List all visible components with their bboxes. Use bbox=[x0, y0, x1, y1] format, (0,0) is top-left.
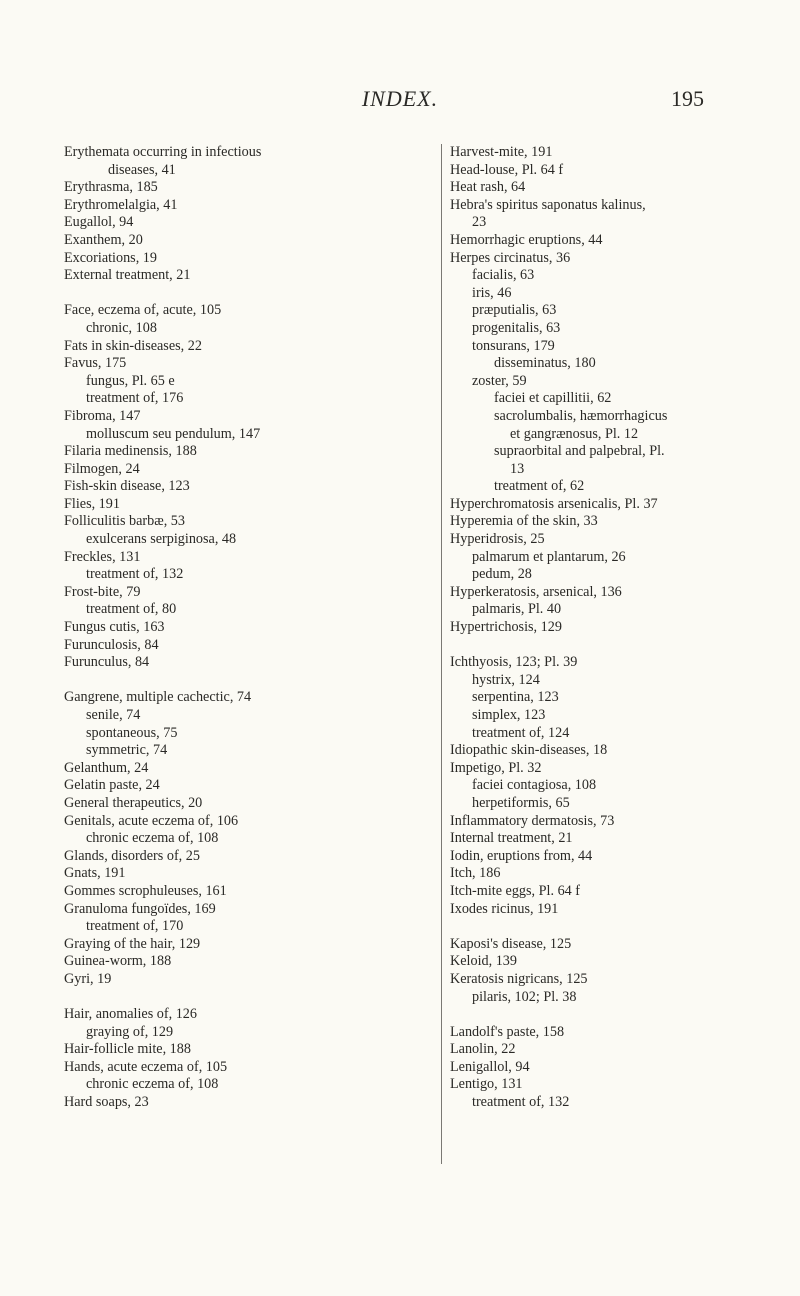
index-entry: Impetigo, Pl. 32 bbox=[450, 759, 542, 776]
index-subentry: palmarum et plantarum, 26 bbox=[472, 548, 626, 565]
index-subentry: fungus, Pl. 65 e bbox=[86, 372, 175, 389]
index-entry: Freckles, 131 bbox=[64, 548, 141, 565]
index-entry: Fish-skin disease, 123 bbox=[64, 478, 190, 495]
index-subentry: spontaneous, 75 bbox=[86, 724, 178, 741]
index-subentry: treatment of, 170 bbox=[86, 918, 184, 935]
index-entry: Heat rash, 64 bbox=[450, 179, 526, 196]
index-subentry: 13 bbox=[510, 460, 525, 477]
index-entry: Face, eczema of, acute, 105 bbox=[64, 302, 222, 319]
index-subentry: senile, 74 bbox=[86, 707, 141, 723]
index-subentry: treatment of, 80 bbox=[86, 601, 177, 618]
index-entry: Gnats, 191 bbox=[64, 865, 126, 882]
index-entry: Keratosis nigricans, 125 bbox=[450, 970, 588, 987]
index-subentry: faciei et capillitii, 62 bbox=[494, 390, 612, 407]
index-subentry: treatment of, 176 bbox=[86, 390, 184, 407]
index-subentry: zoster, 59 bbox=[472, 372, 527, 389]
index-subentry: molluscum seu pendulum, 147 bbox=[86, 425, 261, 442]
index-subentry: pedum, 28 bbox=[472, 566, 532, 583]
index-subentry: treatment of, 132 bbox=[86, 566, 184, 583]
index-entry: Gelatin paste, 24 bbox=[64, 777, 160, 794]
section-gap bbox=[64, 672, 436, 690]
index-entry: Hebra's spiritus saponatus kalinus, bbox=[450, 196, 646, 213]
index-entry: Lenigallol, 94 bbox=[450, 1058, 530, 1075]
index-entry: Excoriations, 19 bbox=[64, 249, 157, 266]
index-entry: Erythemata occurring in infectious bbox=[64, 144, 262, 160]
index-entry: Iodin, eruptions from, 44 bbox=[450, 847, 593, 864]
index-entry: Hypertrichosis, 129 bbox=[450, 619, 562, 636]
index-subentry: diseases, 41 bbox=[108, 161, 176, 178]
index-entry: Frost-bite, 79 bbox=[64, 583, 141, 600]
index-subentry: exulcerans serpiginosa, 48 bbox=[86, 531, 237, 548]
index-entry: Itch, 186 bbox=[450, 865, 501, 882]
index-entry: Guinea-worm, 188 bbox=[64, 953, 172, 970]
index-entry: Gyri, 19 bbox=[64, 970, 112, 987]
index-subentry: serpentina, 123 bbox=[472, 689, 559, 706]
index-subentry: facialis, 63 bbox=[472, 267, 535, 284]
index-subentry: præputialis, 63 bbox=[472, 302, 557, 319]
index-entry: Exanthem, 20 bbox=[64, 231, 143, 248]
index-entry: Hair-follicle mite, 188 bbox=[64, 1041, 191, 1058]
index-entry: Folliculitis barbæ, 53 bbox=[64, 513, 185, 530]
index-entry: Flies, 191 bbox=[64, 495, 120, 512]
index-subentry: treatment of, 62 bbox=[494, 478, 585, 495]
index-subentry: faciei contagiosa, 108 bbox=[472, 777, 597, 794]
index-entry: Hands, acute eczema of, 105 bbox=[64, 1058, 228, 1075]
index-entry: Gangrene, multiple cachectic, 74 bbox=[64, 689, 252, 706]
index-entry: Filaria medinensis, 188 bbox=[64, 443, 197, 460]
index-subentry: chronic eczema of, 108 bbox=[86, 1076, 219, 1093]
index-entry: Furunculus, 84 bbox=[64, 654, 150, 671]
index-entry: Hyperemia of the skin, 33 bbox=[450, 513, 598, 530]
index-entry: Filmogen, 24 bbox=[64, 460, 140, 477]
index-subentry: disseminatus, 180 bbox=[494, 355, 596, 372]
index-subentry: symmetric, 74 bbox=[86, 742, 168, 759]
index-subentry: iris, 46 bbox=[472, 284, 512, 301]
index-entry: Gelanthum, 24 bbox=[64, 759, 149, 776]
page-number: 195 bbox=[671, 86, 704, 111]
index-entry: Erythrasma, 185 bbox=[64, 179, 158, 196]
index-entry: Hyperkeratosis, arsenical, 136 bbox=[450, 583, 622, 600]
index-entry: Graying of the hair, 129 bbox=[64, 935, 201, 952]
page-title: INDEX. bbox=[361, 86, 439, 111]
index-subentry: palmaris, Pl. 40 bbox=[472, 601, 562, 618]
index-entry: Genitals, acute eczema of, 106 bbox=[64, 812, 239, 829]
section-gap bbox=[450, 1006, 770, 1024]
index-entry: Glands, disorders of, 25 bbox=[64, 847, 200, 864]
index-entry: Fats in skin-diseases, 22 bbox=[64, 337, 202, 354]
index-entry: Hyperchromatosis arsenicalis, Pl. 37 bbox=[450, 495, 658, 512]
index-entry: Hard soaps, 23 bbox=[64, 1094, 149, 1111]
index-subentry: treatment of, 124 bbox=[472, 724, 570, 741]
index-entry: Kaposi's disease, 125 bbox=[450, 935, 572, 952]
index-subentry: graying of, 129 bbox=[86, 1023, 174, 1040]
index-entry: Erythromelalgia, 41 bbox=[64, 196, 178, 213]
index-entry: External treatment, 21 bbox=[64, 267, 191, 284]
index-entry: Ichthyosis, 123; Pl. 39 bbox=[450, 654, 578, 671]
index-entry: Eugallol, 94 bbox=[64, 214, 134, 231]
index-left-column bbox=[64, 144, 436, 1112]
index-entry: Granuloma fungoïdes, 169 bbox=[64, 900, 216, 917]
index-entry: Fungus cutis, 163 bbox=[64, 619, 165, 636]
index-subentry: hystrix, 124 bbox=[472, 671, 540, 688]
index-subentry: 23 bbox=[472, 214, 487, 231]
section-gap bbox=[450, 637, 770, 655]
index-subentry: chronic, 108 bbox=[86, 319, 157, 336]
index-subentry: chronic eczema of, 108 bbox=[86, 830, 219, 847]
index-subentry: supraorbital and palpebral, Pl. bbox=[494, 443, 665, 460]
index-entry: Hemorrhagic eruptions, 44 bbox=[450, 231, 603, 248]
index-subentry: progenitalis, 63 bbox=[472, 319, 561, 336]
index-subentry: pilaris, 102; Pl. 38 bbox=[472, 988, 577, 1005]
section-gap bbox=[450, 918, 770, 936]
index-entry: Fibroma, 147 bbox=[64, 407, 141, 424]
index-subentry: tonsurans, 179 bbox=[472, 337, 555, 354]
index-entry: Internal treatment, 21 bbox=[450, 830, 573, 847]
index-entry: Harvest-mite, 191 bbox=[450, 144, 553, 160]
index-entry: Hyperidrosis, 25 bbox=[450, 531, 545, 548]
index-entry: Head-louse, Pl. 64 f bbox=[450, 161, 564, 178]
index-entry: Hair, anomalies of, 126 bbox=[64, 1006, 197, 1023]
index-subentry: sacrolumbalis, hæmorrhagicus bbox=[494, 407, 668, 424]
index-subentry: herpetiformis, 65 bbox=[472, 794, 570, 811]
index-entry: Furunculosis, 84 bbox=[64, 636, 159, 653]
index-entry: Idiopathic skin-diseases, 18 bbox=[450, 742, 608, 759]
index-entry: General therapeutics, 20 bbox=[64, 794, 203, 811]
section-gap bbox=[64, 989, 436, 1007]
index-entry: Lentigo, 131 bbox=[450, 1076, 523, 1093]
index-entry: Landolf's paste, 158 bbox=[450, 1023, 565, 1040]
index-entry: Lanolin, 22 bbox=[450, 1041, 516, 1058]
index-entry: Favus, 175 bbox=[64, 355, 127, 372]
index-entry: Herpes circinatus, 36 bbox=[450, 249, 571, 266]
page-header bbox=[0, 86, 800, 116]
index-entry: Gommes scrophuleuses, 161 bbox=[64, 882, 227, 899]
index-entry: Itch-mite eggs, Pl. 64 f bbox=[450, 882, 581, 899]
index-entry: Ixodes ricinus, 191 bbox=[450, 900, 559, 917]
index-entry: Keloid, 139 bbox=[450, 953, 517, 970]
index-subentry: simplex, 123 bbox=[472, 707, 546, 723]
section-gap bbox=[64, 285, 436, 303]
index-right-column bbox=[441, 144, 770, 1164]
index-subentry: et gangrænosus, Pl. 12 bbox=[510, 425, 639, 442]
index-subentry: treatment of, 132 bbox=[472, 1094, 570, 1111]
index-entry: Inflammatory dermatosis, 73 bbox=[450, 812, 615, 829]
